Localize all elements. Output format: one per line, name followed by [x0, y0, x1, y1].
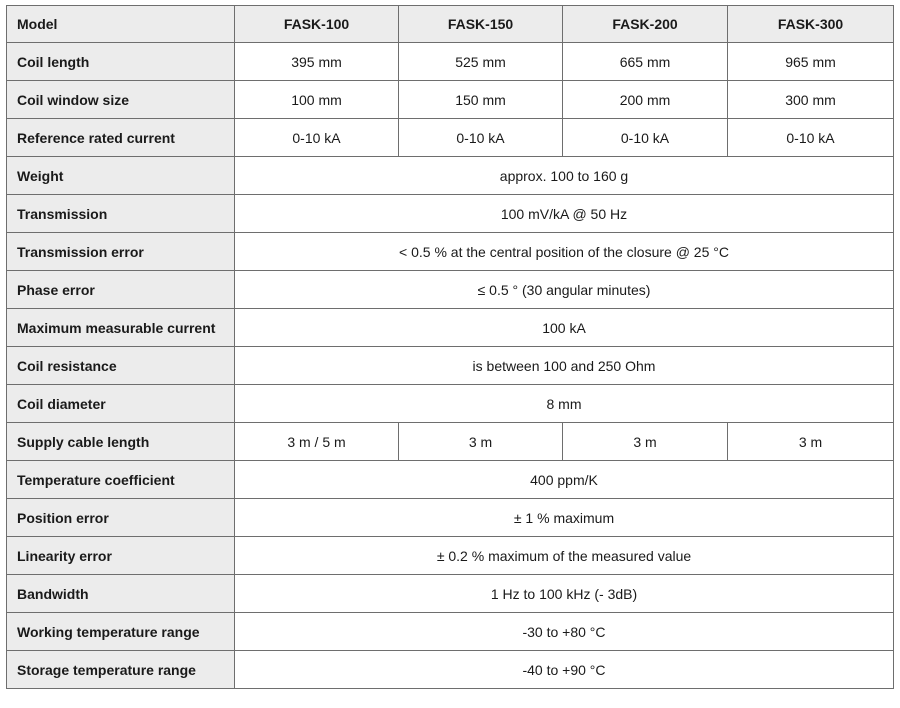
- spanned-value-cell: ± 1 % maximum: [235, 499, 894, 537]
- table-row: [7, 157, 894, 195]
- table-row: [7, 537, 894, 575]
- value-cell: 3 m: [563, 423, 728, 461]
- specifications-table: [6, 5, 894, 689]
- row-label: Transmission: [7, 195, 235, 233]
- table-row: [7, 651, 894, 689]
- value-cell: 3 m: [399, 423, 563, 461]
- row-label: Coil diameter: [7, 385, 235, 423]
- table-row: [7, 195, 894, 233]
- row-label: Coil window size: [7, 81, 235, 119]
- spanned-value-cell: -40 to +90 °C: [235, 651, 894, 689]
- spanned-value-cell: approx. 100 to 160 g: [235, 157, 894, 195]
- value-cell: 0-10 kA: [728, 119, 894, 157]
- header-label-cell: Model: [7, 6, 235, 43]
- value-cell: 0-10 kA: [235, 119, 399, 157]
- spanned-value-cell: 8 mm: [235, 385, 894, 423]
- table-header-row: [7, 6, 894, 43]
- table-row: [7, 81, 894, 119]
- table-row: [7, 575, 894, 613]
- spanned-value-cell: 100 mV/kA @ 50 Hz: [235, 195, 894, 233]
- value-cell: 0-10 kA: [399, 119, 563, 157]
- row-label: Weight: [7, 157, 235, 195]
- table-row: [7, 385, 894, 423]
- value-cell: 395 mm: [235, 43, 399, 81]
- value-cell: 665 mm: [563, 43, 728, 81]
- spanned-value-cell: 100 kA: [235, 309, 894, 347]
- table-row: [7, 233, 894, 271]
- value-cell: 200 mm: [563, 81, 728, 119]
- value-cell: 300 mm: [728, 81, 894, 119]
- spanned-value-cell: 400 ppm/K: [235, 461, 894, 499]
- spanned-value-cell: is between 100 and 250 Ohm: [235, 347, 894, 385]
- row-label: Working temperature range: [7, 613, 235, 651]
- value-cell: 965 mm: [728, 43, 894, 81]
- value-cell: 3 m / 5 m: [235, 423, 399, 461]
- row-label: Coil resistance: [7, 347, 235, 385]
- model-header-cell: FASK-150: [399, 6, 563, 43]
- table-row: [7, 423, 894, 461]
- table-row: [7, 499, 894, 537]
- row-label: Bandwidth: [7, 575, 235, 613]
- row-label: Supply cable length: [7, 423, 235, 461]
- value-cell: 100 mm: [235, 81, 399, 119]
- value-cell: 0-10 kA: [563, 119, 728, 157]
- value-cell: 525 mm: [399, 43, 563, 81]
- row-label: Phase error: [7, 271, 235, 309]
- table-row: [7, 613, 894, 651]
- row-label: Storage temperature range: [7, 651, 235, 689]
- spanned-value-cell: ≤ 0.5 ° (30 angular minutes): [235, 271, 894, 309]
- table-row: [7, 43, 894, 81]
- model-header-cell: FASK-300: [728, 6, 894, 43]
- row-label: Reference rated current: [7, 119, 235, 157]
- table-row: [7, 271, 894, 309]
- model-header-cell: FASK-200: [563, 6, 728, 43]
- spanned-value-cell: ± 0.2 % maximum of the measured value: [235, 537, 894, 575]
- spanned-value-cell: -30 to +80 °C: [235, 613, 894, 651]
- value-cell: 3 m: [728, 423, 894, 461]
- table-row: [7, 119, 894, 157]
- table-row: [7, 347, 894, 385]
- value-cell: 150 mm: [399, 81, 563, 119]
- row-label: Linearity error: [7, 537, 235, 575]
- table-row: [7, 309, 894, 347]
- row-label: Maximum measurable current: [7, 309, 235, 347]
- spanned-value-cell: < 0.5 % at the central position of the closure @ 25 °C: [235, 233, 894, 271]
- row-label: Temperature coefficient: [7, 461, 235, 499]
- row-label: Position error: [7, 499, 235, 537]
- model-header-cell: FASK-100: [235, 6, 399, 43]
- row-label: Coil length: [7, 43, 235, 81]
- table-row: [7, 461, 894, 499]
- spanned-value-cell: 1 Hz to 100 kHz (- 3dB): [235, 575, 894, 613]
- row-label: Transmission error: [7, 233, 235, 271]
